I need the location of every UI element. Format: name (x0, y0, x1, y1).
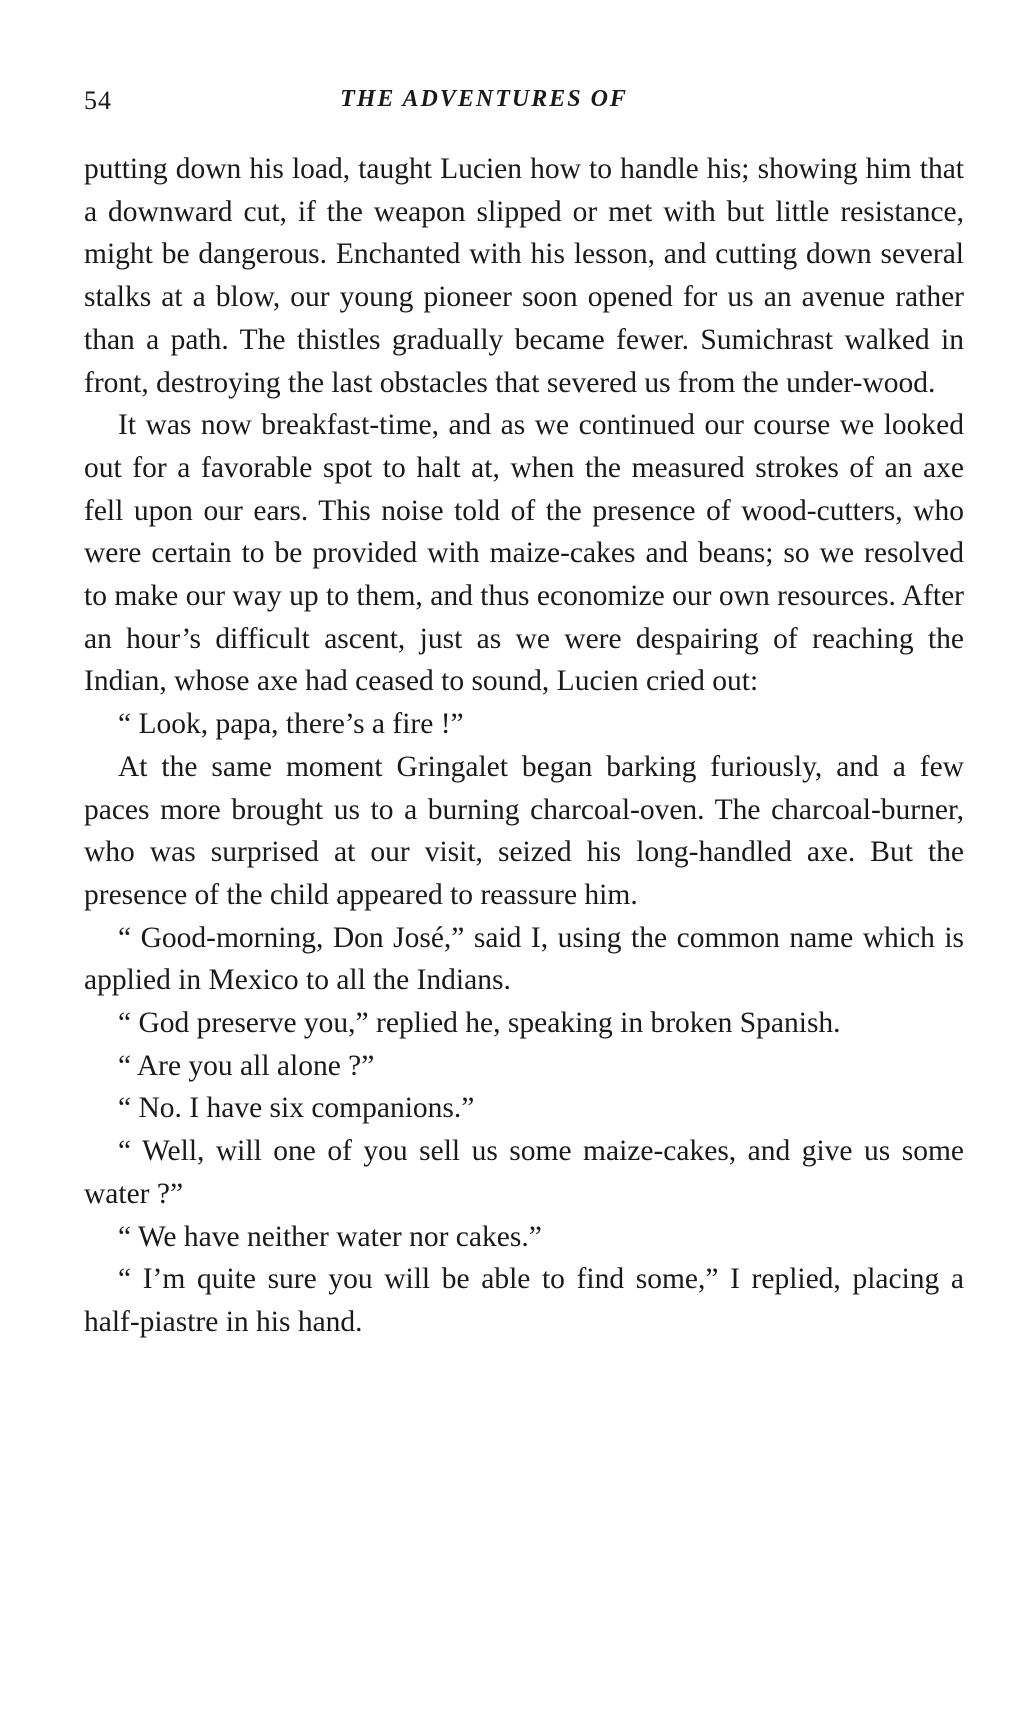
paragraph-god-preserve: “ God preserve you,” replied he, speaking in broken Spanish. (118, 1007, 841, 1040)
paragraph-continuation: putting down his load, taught Lucien how to handle his; showing him that a downward cut, if the weapon slipped or met with but little resistance, might be dangerous. Enchanted with his lesson, and cutting down several stalks at a blow, our young pioneer soon opened for us an avenue rather than a path. The thistles gradually became fewer. Sumichrast walked in front, destroying the last obstacles that severed us from the under-wood. (84, 153, 964, 399)
paragraph-alone: “ Are you all alone ?” (118, 1049, 375, 1082)
paragraph-companions: “ No. I have six companions.” (118, 1092, 475, 1125)
paragraph-fire: “ Look, papa, there’s a fire !” (118, 708, 464, 741)
page-number: 54 (84, 86, 112, 115)
paragraph-neither: “ We have neither water nor cakes.” (118, 1220, 542, 1253)
paragraph-sell-cakes: “ Well, will one of you sell us some maize-cakes, and give us some water ?” (84, 1135, 964, 1210)
running-title: THE ADVENTURES OF (340, 86, 628, 112)
running-head (84, 86, 964, 120)
body-text (84, 148, 964, 1344)
paragraph-breakfast: It was now breakfast-time, and as we continued our course we looked out for a favorable spot to halt at, when the measured strokes of an axe fell upon our ears. This noise told of the presence of wood-cutters, who were certain to be provided with maize-cakes and beans; so we resolved to make our way up to them, and thus economize our own resources. After an hour’s difficult ascent, just as we were despairing of reaching the Indian, whose axe had ceased to sound, Lucien cried out: (84, 409, 964, 698)
paragraph-gringalet: At the same moment Gringalet began barking furiously, and a few paces more brought us to a burning charcoal-oven. The charcoal-burner, who was surprised at our visit, seized his long-handled axe. But the presence of the child appeared to reassure him. (84, 750, 964, 911)
paragraph-good-morning: “ Good-morning, Don José,” said I, using the common name which is applied in Mexico to all the Indians. (84, 921, 964, 997)
paragraph-half-piastre: “ I’m quite sure you will be able to find some,” I replied, placing a half-piastre in his hand. (84, 1263, 964, 1338)
